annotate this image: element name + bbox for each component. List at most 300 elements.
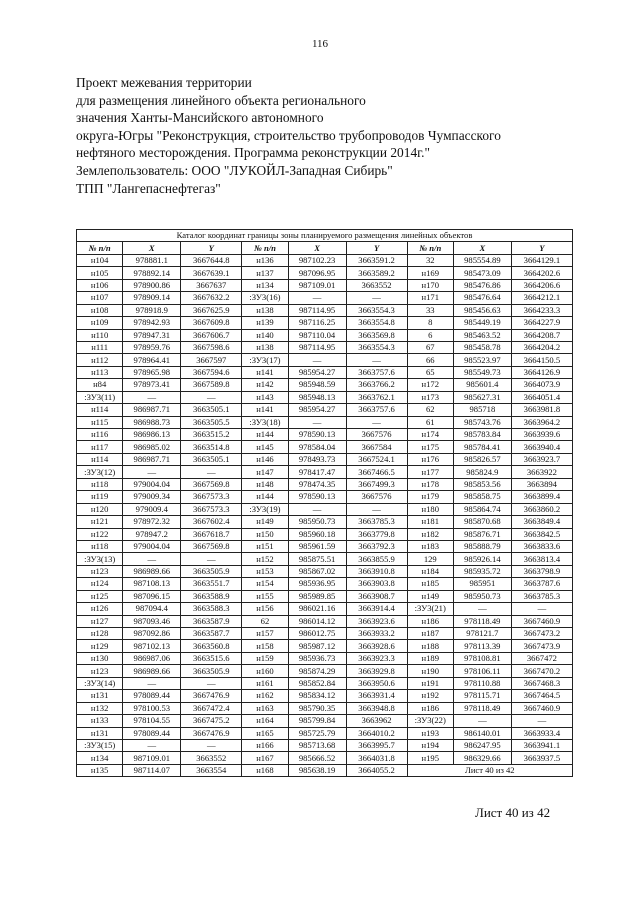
table-cell: 3663964.2 <box>511 416 572 428</box>
table-cell: н141 <box>242 366 288 378</box>
table-cell: н186 <box>407 615 453 627</box>
table-cell: 985784.41 <box>453 441 511 453</box>
table-cell: 978881.1 <box>123 254 181 266</box>
table-cell: 987108.13 <box>123 578 181 590</box>
table-cell: 3667632.2 <box>181 292 242 304</box>
table-cell: 986989.66 <box>123 665 181 677</box>
table-cell: н120 <box>77 503 123 515</box>
table-row <box>77 491 573 503</box>
table-cell: н126 <box>77 603 123 615</box>
table-cell: 986247.95 <box>453 739 511 751</box>
table-cell: 3667625.9 <box>181 304 242 316</box>
table-cell: 3667475.2 <box>181 715 242 727</box>
table-cell: 6 <box>407 329 453 341</box>
table-row <box>77 478 573 490</box>
table-cell: н123 <box>77 665 123 677</box>
table-cell: 3667524.1 <box>346 453 407 465</box>
table-cell: 986021.16 <box>288 603 346 615</box>
table-cell: 3663894 <box>511 478 572 490</box>
table-row <box>77 603 573 615</box>
table-cell: н122 <box>77 528 123 540</box>
table-cell: н171 <box>407 292 453 304</box>
table-cell: н145 <box>242 441 288 453</box>
table-row <box>77 553 573 565</box>
table-cell: 985936.95 <box>288 578 346 590</box>
table-cell: 3663587.7 <box>181 628 242 640</box>
table-cell: 3663505.9 <box>181 565 242 577</box>
table-cell: н155 <box>242 590 288 602</box>
table-cell: 978121.7 <box>453 628 511 640</box>
table-cell: н147 <box>242 466 288 478</box>
table-row <box>77 528 573 540</box>
table-cell: 3663933.2 <box>346 628 407 640</box>
table-cell: 978100.53 <box>123 702 181 714</box>
table-cell: 985638.19 <box>288 764 346 776</box>
table-cell: 3663950.6 <box>346 677 407 689</box>
table-cell: :ЗУ3(21) <box>407 603 453 615</box>
table-cell: 978118.49 <box>453 702 511 714</box>
table-cell: н129 <box>77 640 123 652</box>
table-cell: 3667473.9 <box>511 640 572 652</box>
table-cell: — <box>123 677 181 689</box>
table-row <box>77 565 573 577</box>
table-cell: 985961.59 <box>288 540 346 552</box>
table-cell: 3663787.6 <box>511 578 572 590</box>
table-cell: н143 <box>242 391 288 403</box>
table-cell: 985713.68 <box>288 739 346 751</box>
table-cell: 985954.27 <box>288 366 346 378</box>
table-cell: 3667597 <box>181 354 242 366</box>
table-cell: н134 <box>77 752 123 764</box>
table-cell: 985473.09 <box>453 267 511 279</box>
table-cell: н104 <box>77 254 123 266</box>
table-cell: 3663923.3 <box>346 652 407 664</box>
table-cell: :ЗУ3(22) <box>407 715 453 727</box>
table-cell: — <box>288 503 346 515</box>
table-cell: 986140.01 <box>453 727 511 739</box>
table-cell: 3664010.2 <box>346 727 407 739</box>
table-cell: 978089.44 <box>123 727 181 739</box>
table-cell: 3667644.8 <box>181 254 242 266</box>
table-cell: 979004.04 <box>123 478 181 490</box>
table-cell: 3663505.5 <box>181 416 242 428</box>
header-line: нефтяного месторождения. Программа реконструкции 2014г." <box>76 145 430 161</box>
table-cell: 978104.55 <box>123 715 181 727</box>
table-cell: 978909.14 <box>123 292 181 304</box>
table-cell: н167 <box>242 752 288 764</box>
table-cell: 987096.15 <box>123 590 181 602</box>
table-cell: 987114.07 <box>123 764 181 776</box>
table-cell: 3663505.1 <box>181 404 242 416</box>
table-cell: 985476.86 <box>453 279 511 291</box>
table-row <box>77 652 573 664</box>
table-cell: н189 <box>407 652 453 664</box>
table-cell: н84 <box>77 379 123 391</box>
table-cell: 978947.2 <box>123 528 181 540</box>
table-cell: 986329.66 <box>453 752 511 764</box>
table-cell: 3667476.9 <box>181 690 242 702</box>
table-cell: н181 <box>407 516 453 528</box>
table-cell: н175 <box>407 441 453 453</box>
table-cell: :ЗУ3(19) <box>242 503 288 515</box>
table-cell: 978089.44 <box>123 690 181 702</box>
table-cell: 985888.79 <box>453 540 511 552</box>
table-cell: 3667460.9 <box>511 615 572 627</box>
table-cell: 3663762.1 <box>346 391 407 403</box>
table-cell: 985864.74 <box>453 503 511 515</box>
table-cell: 978106.11 <box>453 665 511 677</box>
header-line: округа-Югры "Реконструкция, строительство трубопроводов Чумпасского <box>76 127 501 143</box>
table-cell: 3663757.6 <box>346 366 407 378</box>
table-cell: — <box>453 603 511 615</box>
table-cell: н162 <box>242 690 288 702</box>
table-cell: 987102.23 <box>288 254 346 266</box>
table-cell: 986012.75 <box>288 628 346 640</box>
table-cell: 987092.86 <box>123 628 181 640</box>
header-line: ТПП "Лангепаснефтегаз" <box>76 180 221 196</box>
table-cell: 3663842.5 <box>511 528 572 540</box>
table-cell: н190 <box>407 665 453 677</box>
table-cell: н157 <box>242 628 288 640</box>
table-row <box>77 379 573 391</box>
table-cell: 987110.04 <box>288 329 346 341</box>
table-cell: н136 <box>242 254 288 266</box>
coordinates-table-container <box>76 229 573 777</box>
table-cell: 985948.13 <box>288 391 346 403</box>
table-cell: н152 <box>242 553 288 565</box>
table-cell: 3663833.6 <box>511 540 572 552</box>
table-cell: — <box>346 292 407 304</box>
table-cell: 3667476.9 <box>181 727 242 739</box>
table-cell: 978964.41 <box>123 354 181 366</box>
table-cell: :ЗУ3(17) <box>242 354 288 366</box>
table-cell: 3667598.6 <box>181 341 242 353</box>
table-cell: 978474.35 <box>288 478 346 490</box>
table-cell: н168 <box>242 764 288 776</box>
table-cell: н106 <box>77 279 123 291</box>
table-cell: 985926.14 <box>453 553 511 565</box>
table-cell: — <box>288 416 346 428</box>
table-cell: 3663939.6 <box>511 429 572 441</box>
table-cell: 985627.31 <box>453 391 511 403</box>
table-cell: 987109.01 <box>288 279 346 291</box>
table-cell: 3663908.7 <box>346 590 407 602</box>
table-cell: н137 <box>242 267 288 279</box>
table-cell: н108 <box>77 304 123 316</box>
table-cell: :ЗУ3(11) <box>77 391 123 403</box>
table-cell: н166 <box>242 739 288 751</box>
table-cell: 985476.64 <box>453 292 511 304</box>
table-cell: 978918.9 <box>123 304 181 316</box>
table-cell: 3663860.2 <box>511 503 572 515</box>
table-row <box>77 441 573 453</box>
table-cell: н114 <box>77 404 123 416</box>
table-row <box>77 267 573 279</box>
table-cell: 3663855.9 <box>346 553 407 565</box>
table-cell: 3667589.8 <box>181 379 242 391</box>
table-cell: 3664126.9 <box>511 366 572 378</box>
column-header: X <box>123 242 181 254</box>
table-cell: н195 <box>407 752 453 764</box>
table-cell: 3664227.9 <box>511 317 572 329</box>
table-cell: 8 <box>407 317 453 329</box>
table-cell: 985951 <box>453 578 511 590</box>
table-cell: 978115.71 <box>453 690 511 702</box>
table-cell: н142 <box>242 379 288 391</box>
table-cell: 986989.66 <box>123 565 181 577</box>
table-cell: н138 <box>242 304 288 316</box>
table-cell: 985989.85 <box>288 590 346 602</box>
table-cell: 65 <box>407 366 453 378</box>
table-cell: н114 <box>77 453 123 465</box>
column-header: Y <box>181 242 242 254</box>
table-cell: н174 <box>407 429 453 441</box>
table-cell: 3663588.3 <box>181 603 242 615</box>
table-cell: н125 <box>77 590 123 602</box>
table-row <box>77 254 573 266</box>
table-cell: 3667576 <box>346 429 407 441</box>
table-cell: 62 <box>407 404 453 416</box>
table-cell: н158 <box>242 640 288 652</box>
column-header: № п/п <box>407 242 453 254</box>
table-row <box>77 752 573 764</box>
table-cell: 3667473.2 <box>511 628 572 640</box>
table-cell: 986987.71 <box>123 453 181 465</box>
table-cell: н169 <box>407 267 453 279</box>
table-cell: — <box>346 416 407 428</box>
table-cell: 3667472 <box>511 652 572 664</box>
table-cell: 985870.68 <box>453 516 511 528</box>
table-cell: н105 <box>77 267 123 279</box>
table-cell: н131 <box>77 727 123 739</box>
table-sheet-label: Лист 40 из 42 <box>407 764 572 776</box>
table-cell: 3663940.4 <box>511 441 572 453</box>
sheet-footer: Лист 40 из 42 <box>475 805 551 820</box>
table-cell: 3663552 <box>346 279 407 291</box>
table-cell: 3664150.5 <box>511 354 572 366</box>
table-row <box>77 416 573 428</box>
table-cell: 985783.84 <box>453 429 511 441</box>
table-cell: 3664202.6 <box>511 267 572 279</box>
table-row <box>77 702 573 714</box>
table-cell: 3663962 <box>346 715 407 727</box>
table-cell: 3663981.8 <box>511 404 572 416</box>
table-cell: н191 <box>407 677 453 689</box>
table-cell: 978584.04 <box>288 441 346 453</box>
table-cell: 3663931.4 <box>346 690 407 702</box>
table-row <box>77 466 573 478</box>
table-row <box>77 727 573 739</box>
table-cell: н135 <box>77 764 123 776</box>
table-cell: 3663923.6 <box>346 615 407 627</box>
table-cell: н154 <box>242 578 288 590</box>
table-cell: 3663554.8 <box>346 317 407 329</box>
table-cell: н146 <box>242 453 288 465</box>
table-cell: 987109.01 <box>123 752 181 764</box>
table-cell: 3667594.6 <box>181 366 242 378</box>
table-cell: 3667573.3 <box>181 491 242 503</box>
table-cell: н109 <box>77 317 123 329</box>
table-cell: н113 <box>77 366 123 378</box>
table-cell: — <box>511 715 572 727</box>
table-cell: 3663505.9 <box>181 665 242 677</box>
table-cell: — <box>123 391 181 403</box>
table-row-last <box>77 764 573 776</box>
table-cell: 985458.78 <box>453 341 511 353</box>
table-cell: н131 <box>77 690 123 702</box>
table-cell: н148 <box>242 478 288 490</box>
table-cell: 985875.51 <box>288 553 346 565</box>
table-cell: 978947.31 <box>123 329 181 341</box>
table-cell: 3663948.8 <box>346 702 407 714</box>
table-cell: 987114.95 <box>288 304 346 316</box>
table-cell: — <box>346 354 407 366</box>
table-body <box>77 254 573 776</box>
table-cell: 985601.4 <box>453 379 511 391</box>
table-cell: 985523.97 <box>453 354 511 366</box>
table-cell: н150 <box>242 528 288 540</box>
table-cell: — <box>181 677 242 689</box>
table-cell: — <box>288 354 346 366</box>
table-cell: 979009.34 <box>123 491 181 503</box>
table-cell: 3667618.7 <box>181 528 242 540</box>
table-cell: н144 <box>242 491 288 503</box>
table-cell: н185 <box>407 578 453 590</box>
table-cell: :ЗУ3(13) <box>77 553 123 565</box>
table-cell: 3663995.7 <box>346 739 407 751</box>
table-cell: 3663928.6 <box>346 640 407 652</box>
table-cell: н186 <box>407 702 453 714</box>
table-cell: 986986.13 <box>123 429 181 441</box>
table-cell: 3663591.2 <box>346 254 407 266</box>
table-cell: 985858.75 <box>453 491 511 503</box>
table-cell: 3663515.6 <box>181 652 242 664</box>
table-cell: — <box>123 466 181 478</box>
table-cell: 978965.98 <box>123 366 181 378</box>
table-cell: н144 <box>242 429 288 441</box>
table-cell: 979004.04 <box>123 540 181 552</box>
table-cell: 3663560.8 <box>181 640 242 652</box>
table-cell: — <box>346 503 407 515</box>
table-cell: 985790.35 <box>288 702 346 714</box>
table-cell: н188 <box>407 640 453 652</box>
table-caption: Каталог координат границы зоны планируемого размещения линейных объектов <box>77 230 573 242</box>
table-cell: н139 <box>242 317 288 329</box>
table-cell: 985954.27 <box>288 404 346 416</box>
table-cell: 3664206.6 <box>511 279 572 291</box>
table-cell: 3663587.9 <box>181 615 242 627</box>
table-cell: 129 <box>407 553 453 565</box>
table-cell: н183 <box>407 540 453 552</box>
table-header-row <box>77 242 573 254</box>
table-cell: н116 <box>77 429 123 441</box>
table-row <box>77 279 573 291</box>
table-cell: :ЗУ3(14) <box>77 677 123 689</box>
table-cell: 3663554 <box>181 764 242 776</box>
table-cell: 3663914.4 <box>346 603 407 615</box>
table-cell: :ЗУ3(16) <box>242 292 288 304</box>
table-cell: 987096.95 <box>288 267 346 279</box>
table-cell: 62 <box>242 615 288 627</box>
table-cell: 61 <box>407 416 453 428</box>
page-number: 116 <box>311 38 329 50</box>
table-cell: 3664233.3 <box>511 304 572 316</box>
table-cell: 985449.19 <box>453 317 511 329</box>
table-cell: 978118.49 <box>453 615 511 627</box>
table-cell: н127 <box>77 615 123 627</box>
table-cell: 3667637 <box>181 279 242 291</box>
table-cell: — <box>123 739 181 751</box>
table-cell: 3663798.9 <box>511 565 572 577</box>
table-cell: 985867.02 <box>288 565 346 577</box>
table-cell: 3663929.8 <box>346 665 407 677</box>
table-cell: 3667602.4 <box>181 516 242 528</box>
table-cell: 978113.39 <box>453 640 511 652</box>
table-row <box>77 503 573 515</box>
table-cell: 33 <box>407 304 453 316</box>
table-cell: 985463.52 <box>453 329 511 341</box>
table-cell: 987094.4 <box>123 603 181 615</box>
table-cell: н180 <box>407 503 453 515</box>
table-cell: — <box>453 715 511 727</box>
table-row <box>77 540 573 552</box>
column-header: № п/п <box>77 242 123 254</box>
header-line: Землепользователь: ООО "ЛУКОЙЛ-Западная Сибирь" <box>76 162 393 178</box>
table-cell: 3667464.5 <box>511 690 572 702</box>
table-row <box>77 366 573 378</box>
table-row <box>77 317 573 329</box>
table-row <box>77 590 573 602</box>
table-cell: 985824.9 <box>453 466 511 478</box>
table-cell: 987102.13 <box>123 640 181 652</box>
table-cell: н182 <box>407 528 453 540</box>
table-cell: 985987.12 <box>288 640 346 652</box>
table-cell: 3663899.4 <box>511 491 572 503</box>
table-cell: 3667470.2 <box>511 665 572 677</box>
table-row <box>77 677 573 689</box>
table-cell: 978973.41 <box>123 379 181 391</box>
table-cell: 3667468.3 <box>511 677 572 689</box>
table-cell: — <box>511 603 572 615</box>
table-cell: 3667606.7 <box>181 329 242 341</box>
table-row <box>77 715 573 727</box>
table-cell: 3663552 <box>181 752 242 764</box>
table-row <box>77 640 573 652</box>
table-cell: 3663554.3 <box>346 341 407 353</box>
table-cell: — <box>181 391 242 403</box>
table-row <box>77 628 573 640</box>
table-cell: 978417.47 <box>288 466 346 478</box>
table-row <box>77 354 573 366</box>
table-cell: н194 <box>407 739 453 751</box>
table-cell: 978493.73 <box>288 453 346 465</box>
table-cell: 985936.73 <box>288 652 346 664</box>
table-cell: н193 <box>407 727 453 739</box>
table-cell: 3663813.4 <box>511 553 572 565</box>
table-cell: 3667499.3 <box>346 478 407 490</box>
table-cell: 3663922 <box>511 466 572 478</box>
table-cell: 978108.81 <box>453 652 511 664</box>
table-row <box>77 404 573 416</box>
table-cell: н149 <box>242 516 288 528</box>
table-cell: 986014.12 <box>288 615 346 627</box>
table-row <box>77 304 573 316</box>
table-cell: — <box>288 292 346 304</box>
table-row <box>77 329 573 341</box>
table-cell: н173 <box>407 391 453 403</box>
table-cell: н140 <box>242 329 288 341</box>
table-cell: 985960.18 <box>288 528 346 540</box>
